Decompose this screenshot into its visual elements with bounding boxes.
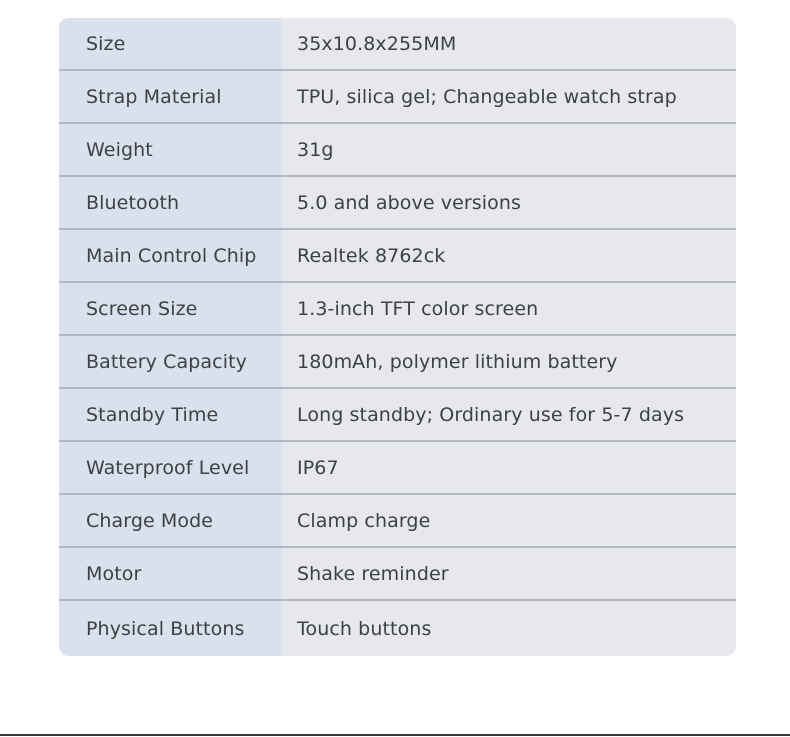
spec-label: Size xyxy=(59,18,281,69)
spec-value: Long standby; Ordinary use for 5-7 days xyxy=(281,389,736,440)
spec-label: Screen Size xyxy=(59,283,281,334)
spec-row-strap-material xyxy=(59,71,736,124)
spec-label: Strap Material xyxy=(59,71,281,122)
spec-value: 180mAh, polymer lithium battery xyxy=(281,336,736,387)
spec-row-size xyxy=(59,18,736,71)
spec-row-charge-mode xyxy=(59,495,736,548)
spec-row-waterproof-level xyxy=(59,442,736,495)
spec-row-battery-capacity xyxy=(59,336,736,389)
spec-label: Main Control Chip xyxy=(59,230,281,281)
spec-value: Clamp charge xyxy=(281,495,736,546)
spec-value: TPU, silica gel; Changeable watch strap xyxy=(281,71,736,122)
spec-table xyxy=(59,18,736,656)
spec-value: Realtek 8762ck xyxy=(281,230,736,281)
spec-row-standby-time xyxy=(59,389,736,442)
spec-label: Standby Time xyxy=(59,389,281,440)
spec-row-motor xyxy=(59,548,736,601)
spec-value: Shake reminder xyxy=(281,548,736,599)
spec-label: Weight xyxy=(59,124,281,175)
spec-value: IP67 xyxy=(281,442,736,493)
spec-label: Physical Buttons xyxy=(59,601,281,656)
spec-row-main-control-chip xyxy=(59,230,736,283)
spec-row-physical-buttons xyxy=(59,601,736,656)
spec-row-weight xyxy=(59,124,736,177)
spec-row-bluetooth xyxy=(59,177,736,230)
bottom-divider xyxy=(0,734,790,736)
spec-label: Motor xyxy=(59,548,281,599)
spec-label: Bluetooth xyxy=(59,177,281,228)
spec-value: 35x10.8x255MM xyxy=(281,18,736,69)
spec-value: 5.0 and above versions xyxy=(281,177,736,228)
spec-row-screen-size xyxy=(59,283,736,336)
spec-label: Waterproof Level xyxy=(59,442,281,493)
spec-label: Battery Capacity xyxy=(59,336,281,387)
spec-label: Charge Mode xyxy=(59,495,281,546)
spec-value: 31g xyxy=(281,124,736,175)
spec-value: 1.3-inch TFT color screen xyxy=(281,283,736,334)
spec-value: Touch buttons xyxy=(281,601,736,656)
